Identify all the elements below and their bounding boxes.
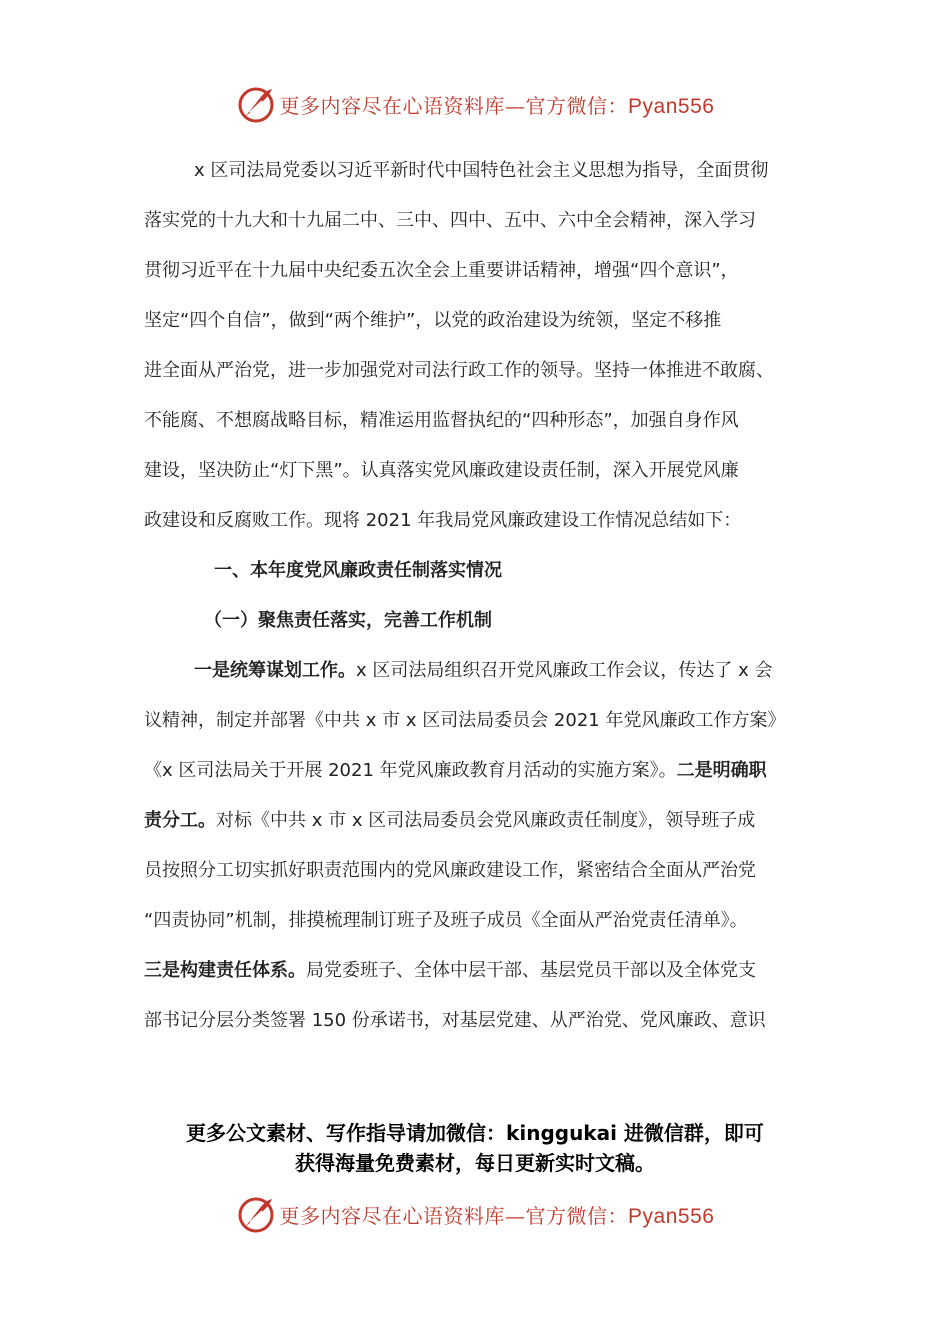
section-heading: 一、本年度党风廉政责任制落实情况: [214, 560, 502, 581]
banner-text: [280, 90, 715, 119]
banner-text: [280, 1200, 715, 1229]
quill-logo-icon: [236, 1194, 276, 1234]
paragraph-line: 部书记分层分类签署 150 份承诺书，对基层党建、从严治党、党风廉政、意识: [144, 1010, 766, 1031]
footer-banner: [0, 1192, 950, 1236]
paragraph-line: 议精神，制定并部署《中共 x 市 x 区司法局委员会 2021 年党风廉政工作方案》: [144, 710, 786, 731]
banner-account: Pyan556: [628, 94, 715, 118]
banner-label: 更多内容尽在心语资料库—官方微信：: [279, 1203, 629, 1228]
paragraph-line: 进全面从严治党，进一步加强党对司法行政工作的领导。坚持一体推进不敢腐、: [144, 360, 774, 381]
paragraph-line: 政建设和反腐败工作。现将 2021 年我局党风廉政建设工作情况总结如下：: [144, 510, 742, 531]
paragraph-line: 员按照分工切实抓好职责范围内的党风廉政建设工作，紧密结合全面从严治党: [144, 860, 756, 881]
banner-account: Pyan556: [628, 1204, 715, 1228]
point-label: 一是统筹谋划工作。: [194, 660, 356, 681]
point-label: 二是明确职: [676, 760, 767, 781]
paragraph-line: 落实党的十九大和十九届二中、三中、四中、五中、六中全会精神，深入学习: [144, 210, 756, 231]
banner-label: 更多内容尽在心语资料库—官方微信：: [279, 93, 629, 118]
paragraph-line: 不能腐、不想腐战略目标，精准运用监督执纪的“四种形态”，加强自身作风: [144, 410, 739, 431]
paragraph-line: [144, 946, 812, 996]
point-label: 责分工。: [144, 810, 216, 831]
paragraph-line: [144, 746, 812, 796]
promo-notice: [110, 1118, 840, 1178]
point-text: 《x 区司法局关于开展 2021 年党风廉政教育月活动的实施方案》。: [144, 760, 677, 781]
paragraph-line: [144, 796, 812, 846]
paragraph-line: 坚定“四个自信”，做到“两个维护”，以党的政治建设为统领，坚定不移推: [144, 310, 722, 331]
promo-line: 更多公文素材、写作指导请加微信：kinggukai 进微信群，即可: [186, 1121, 764, 1145]
paragraph-line: 建设，坚决防止“灯下黑”。认真落实党风廉政建设责任制，深入开展党风廉: [144, 460, 739, 481]
subsection-heading: （一）聚焦责任落实，完善工作机制: [204, 610, 492, 631]
promo-line: 获得海量免费素材，每日更新实时文稿。: [295, 1151, 655, 1175]
paragraph-line: x 区司法局党委以习近平新时代中国特色社会主义思想为指导，全面贯彻: [194, 160, 769, 181]
paragraph-line: “四责协同”机制，排摸梳理制订班子及班子成员《全面从严治党责任清单》。: [144, 910, 748, 931]
paragraph-line: 贯彻习近平在十九届中央纪委五次全会上重要讲话精神，增强“四个意识”，: [144, 260, 739, 281]
point-text: 对标《中共 x 市 x 区司法局委员会党风廉政责任制度》，领导班子成: [216, 810, 756, 831]
header-banner: [0, 82, 950, 126]
document-body: [144, 146, 812, 1046]
point-text: x 区司法局组织召开党风廉政工作会议，传达了 x 会: [356, 660, 773, 681]
point-label: 三是构建责任体系。: [144, 960, 306, 981]
paragraph-line: [144, 646, 812, 696]
quill-logo-icon: [236, 84, 276, 124]
point-text: 局党委班子、全体中层干部、基层党员干部以及全体党支: [306, 960, 756, 981]
